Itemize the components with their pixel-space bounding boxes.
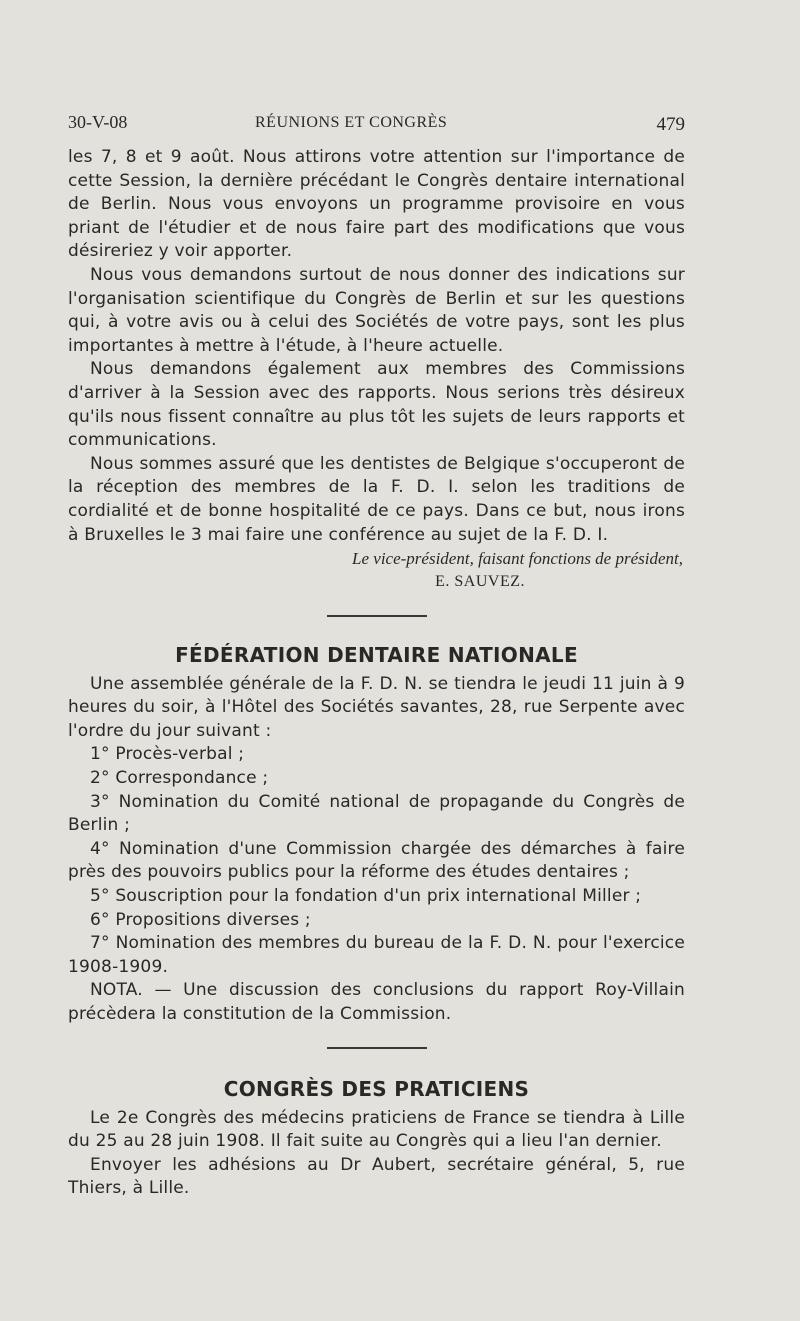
header-title: RÉUNIONS ET CONGRÈS [255, 114, 448, 131]
paragraph: Nous vous demandons surtout de nous donner des indications sur l'organisation scientifique du Congrès de Berlin et sur les questions qui, à votre avis ou à celui des Sociétés de votre pays, sont les plus importantes à mettre à l'étude, à l'heure actuelle. [68, 264, 685, 356]
text-column [68, 112, 685, 1201]
running-header [68, 112, 685, 146]
list-item: 7° Nomination des membres du bureau de la F. D. N. pour l'exercice 1908-1909. [68, 933, 685, 977]
list-item: 3° Nomination du Comité national de propagande du Congrès de Berlin ; [68, 791, 685, 836]
page-number: 479 [656, 114, 685, 135]
section-heading: FÉDÉRATION DENTAIRE NATIONALE [175, 642, 578, 667]
list-item: 2° Correspondance ; [90, 768, 269, 789]
list-item: 5° Souscription pour la fondation d'un prix international Miller ; [90, 886, 642, 907]
paragraph: Envoyer les adhésions au Dr Aubert, secrétaire général, 5, rue Thiers, à Lille. [68, 1154, 685, 1199]
list-item: 6° Propositions diverses ; [90, 909, 311, 930]
paragraph: Le 2e Congrès des médecins praticiens de France se tiendra à Lille du 25 au 28 juin 1908. Il fait suite au Congrès qui a lieu l'an dernier. [68, 1107, 685, 1152]
signature-name: E. SAUVEZ. [435, 572, 525, 590]
agenda-list [68, 743, 685, 979]
paragraph: les 7, 8 et 9 août. Nous attirons votre attention sur l'importance de cette Session, la dernière précédant le Congrès dentaire international de Berlin. Nous vous envoyons un programme provisoire en vous priant de l'étudier et de nous faire part des modifications que vous désireriez y voir apporter. [68, 147, 685, 262]
paragraph: Une assemblée générale de la F. D. N. se tiendra le jeudi 11 juin à 9 heures du soir, à l'Hôtel des Sociétés savantes, 28, rue Serpente avec l'ordre du jour suivant : [68, 673, 685, 741]
section-congres [68, 1077, 685, 1201]
section-heading: CONGRÈS DES PRATICIENS [223, 1076, 530, 1101]
paragraph: Nous demandons également aux membres des Commissions d'arriver à la Session avec des rapports. Nous serions très désireux qu'ils nous fissent connaître au plus tôt les sujets de leurs rapports et communications. [68, 359, 685, 451]
paragraph: Nous sommes assuré que les dentistes de Belgique s'occuperont de la réception des membres de la F. D. I. selon les traditions de cordialité et de bonne hospitalité de ce pays. Dans ce but, nous irons à Bruxelles le 3 mai faire une conférence au sujet de la F. D. I. [68, 453, 685, 545]
nota: NOTA. — Une discussion des conclusions du rapport Roy-Villain précèdera la constitution de la Commission. [68, 980, 685, 1024]
header-date: 30-V-08 [68, 112, 128, 132]
list-item: 4° Nomination d'une Commission chargée des démarches à faire près des pouvoirs publics pour la réforme des études dentaires ; [68, 838, 685, 883]
section-letter [68, 146, 685, 593]
list-item: 1° Procès-verbal ; [90, 744, 245, 765]
signature-role: Le vice-président, faisant fonctions de président, [352, 549, 683, 569]
section-federation [68, 643, 685, 1027]
